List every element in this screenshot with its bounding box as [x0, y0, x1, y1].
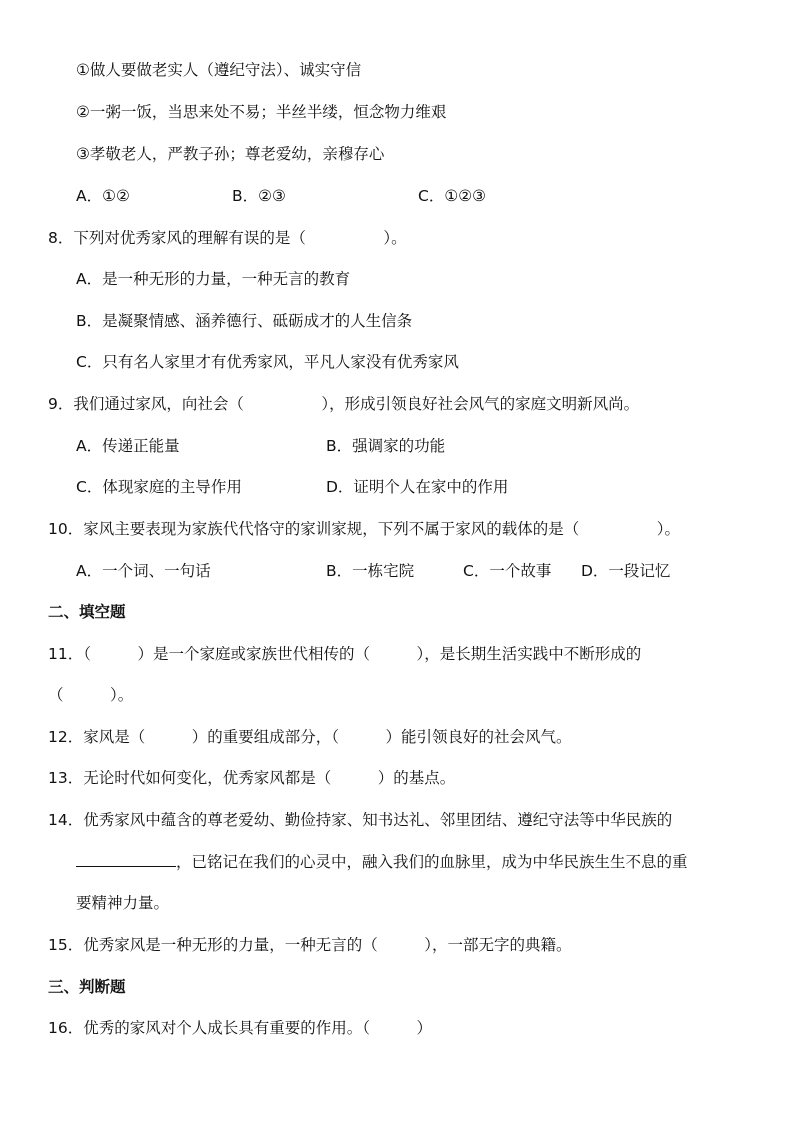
q15-text: 15．优秀家风是一种无形的力量，一种无言的（ ），一部无字的典籍。	[48, 936, 572, 954]
q10-stem: 10．家风主要表现为家族代代恪守的家训家规，下列不属于家风的载体的是（ ）。	[48, 520, 680, 538]
q12-text: 12．家风是（ ）的重要组成部分，（ ）能引领良好的社会风气。	[48, 728, 572, 746]
section-judgment-title: 三、判断题	[48, 978, 126, 996]
q14-line-2	[76, 852, 688, 872]
q9-stem: 9．我们通过家风，向社会（ ），形成引领良好社会风气的家庭文明新风尚。	[48, 395, 640, 413]
q14-line-1: 14．优秀家风中蕴含的尊老爱幼、勤俭持家、知书达礼、邻里团结、遵纪守法等中华民族的	[48, 811, 673, 829]
q9-choice-c: C．体现家庭的主导作用	[76, 478, 242, 496]
q7-option-2: ②一粥一饭，当思来处不易；半丝半缕，恒念物力维艰	[76, 103, 447, 121]
q14-line-3: 要精神力量。	[76, 894, 170, 912]
q10-choice-c: C．一个故事	[463, 562, 552, 580]
q14-line-2-text: ，已铭记在我们的心灵中，融入我们的血脉里，成为中华民族生生不息的重	[176, 853, 688, 871]
q7-option-3: ③孝敬老人，严教子孙；尊老爱幼，亲穆存心	[76, 145, 385, 163]
section-fill-in-title: 二、填空题	[48, 603, 126, 621]
q9-choice-b: B．强调家的功能	[326, 437, 446, 455]
q10-choice-d: D．一段记忆	[581, 562, 671, 580]
q13-text: 13．无论时代如何变化，优秀家风都是（ ）的基点。	[48, 769, 456, 787]
q11-line-2: （ ）。	[48, 686, 134, 704]
q7-choice-c: C．①②③	[418, 187, 487, 205]
q8-choice-a: A．是一种无形的力量，一种无言的教育	[76, 270, 351, 288]
q8-choice-b: B．是凝聚情感、涵养德行、砥砺成才的人生信条	[76, 312, 413, 330]
q10-choice-a: A．一个词、一句话	[76, 562, 211, 580]
q16-text: 16．优秀的家风对个人成长具有重要的作用。（ ）	[48, 1019, 432, 1037]
q14-answer-blank[interactable]	[76, 852, 176, 867]
q8-choice-c: C．只有名人家里才有优秀家风，平凡人家没有优秀家风	[76, 353, 459, 371]
q7-option-1: ①做人要做老实人（遵纪守法）、诚实守信	[76, 61, 362, 79]
q7-choice-b: B．②③	[232, 187, 286, 205]
q9-choice-a: A．传递正能量	[76, 437, 180, 455]
q11-line-1: 11．（ ）是一个家庭或家族世代相传的（ ），是长期生活实践中不断形成的	[48, 645, 642, 663]
q8-stem: 8．下列对优秀家风的理解有误的是（ ）。	[48, 229, 407, 247]
q7-choice-a: A．①②	[76, 187, 130, 205]
q9-choice-d: D．证明个人在家中的作用	[326, 478, 509, 496]
q10-choice-b: B．一栋宅院	[326, 562, 415, 580]
